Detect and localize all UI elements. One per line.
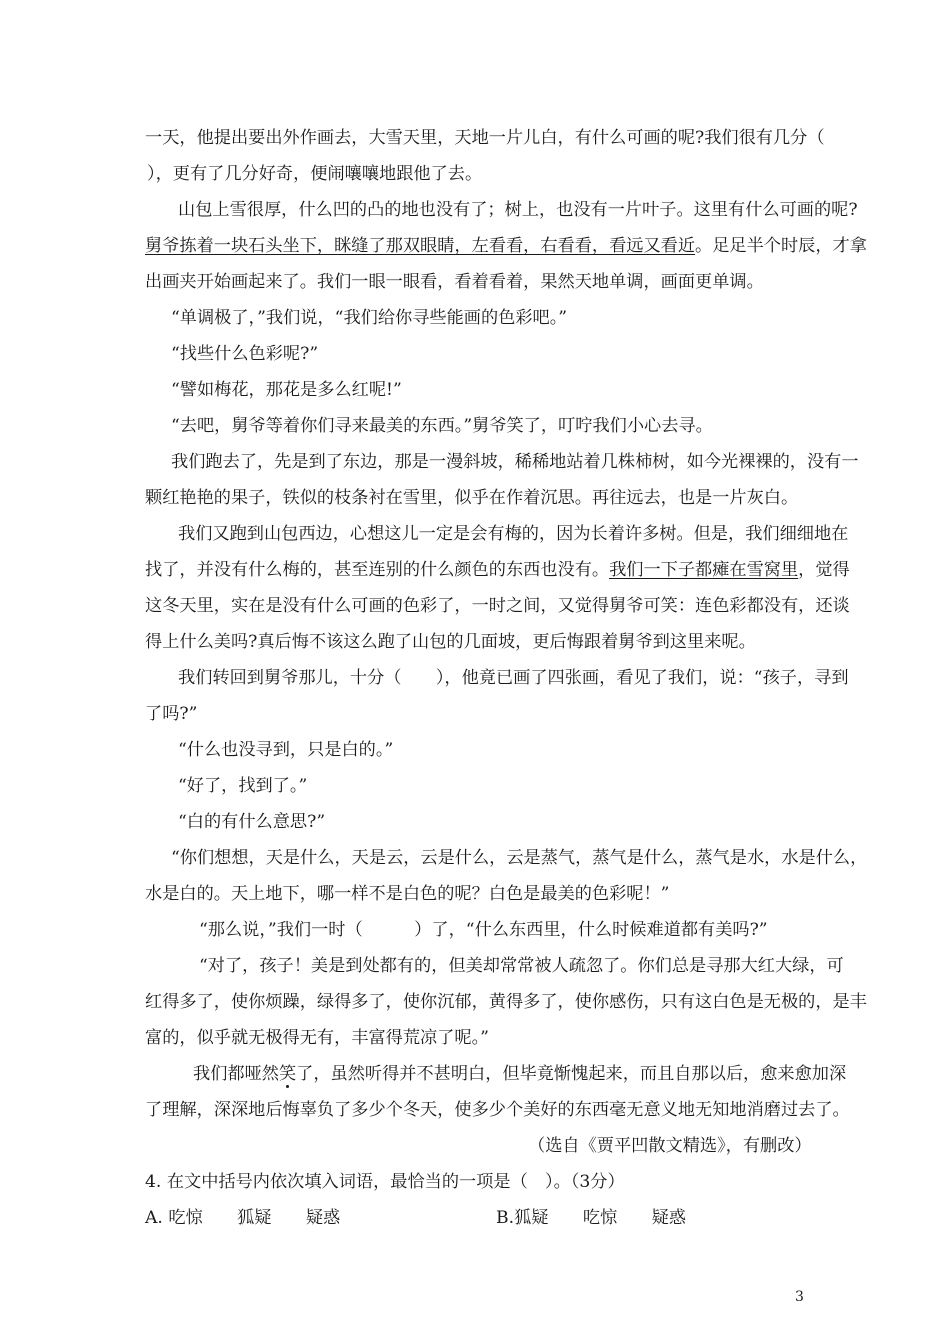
- option-b: B.狐疑 吃惊 疑惑: [496, 1208, 686, 1228]
- dialogue-line: “找些什么色彩呢?”: [171, 344, 319, 364]
- text-line: 出画夹开始画起来了。我们一眼一眼看，看着看着，果然天地单调，画面更单调。: [145, 272, 764, 292]
- text-line: ），更有了几分好奇，便闹嚷嚷地跟他了去。: [147, 164, 483, 184]
- dialogue-line: “什么也没寻到，只是白的。”: [178, 740, 394, 760]
- text-line: 颗红艳艳的果子，铁似的枝条衬在雪里，似乎在作着沉思。再往远去，也是一片灰白。: [145, 488, 799, 508]
- dialogue-line: “白的有什么意思?”: [178, 812, 326, 832]
- underlined-sentence: 舅爷拣着一块石头坐下，眯缝了那双眼睛，左看看，右看看，看远又看近: [145, 236, 696, 256]
- underlined-sentence: 我们一下子都瘫在雪窝里: [609, 560, 799, 580]
- emphasis-dot-char: 笑: [278, 1064, 297, 1084]
- page-number: 3: [795, 1289, 804, 1305]
- option-a: A. 吃惊 狐疑 疑惑: [145, 1208, 341, 1228]
- text-line: 我们转回到舅爷那儿，十分（ ），他竟已画了四张画，看见了我们，说：“孩子，寻到: [178, 668, 849, 688]
- dialogue-line: “好了，找到了。”: [178, 776, 308, 796]
- text-segment: 找了，并没有什么梅的，甚至连别的什么颜色的东西也没有。: [145, 560, 610, 580]
- dialogue-line: “譬如梅花，那花是多么红呢!”: [171, 380, 402, 400]
- text-line: 富的，似乎就无极得无有，丰富得荒凉了呢。”: [145, 1028, 489, 1048]
- dialogue-line: “那么说，”我们一时（ ）了，“什么东西里，什么时候难道都有美吗?”: [199, 920, 768, 940]
- text-line: 得上什么美吗?真后悔不该这么跑了山包的几面坡，更后悔跟着舅爷到这里来呢。: [145, 632, 756, 652]
- text-line: 这冬天里，实在是没有什么可画的色彩了，一时之间，又觉得舅爷可笑：连色彩都没有，还谈: [145, 596, 850, 616]
- text-line: [145, 558, 850, 582]
- text-line: 一天，他提出要出外作画去，大雪天里，天地一片儿白，有什么可画的呢?我们很有几分（: [145, 128, 825, 148]
- text-line: 我们又跑到山包西边，心想这儿一定是会有梅的，因为长着许多树。但是，我们细细地在: [178, 524, 849, 544]
- text-line: [193, 1062, 846, 1086]
- source-citation: （选自《贾平凹散文精选》，有删改）: [528, 1136, 812, 1156]
- dialogue-line: “单调极了，”我们说，“我们给你寻些能画的色彩吧。”: [171, 308, 568, 328]
- dialogue-line: “去吧，舅爷等着你们寻来最美的东西。”舅爷笑了，叮咛我们小心去寻。: [171, 416, 713, 436]
- text-line: [145, 234, 867, 258]
- text-line: “你们想想，天是什么，天是云，云是什么，云是蒸气，蒸气是什么，蒸气是水，水是什么，: [171, 848, 868, 868]
- text-line: 了理解，深深地后悔辜负了多少个冬天，使多少个美好的东西毫无意义地无知地消磨过去了。: [145, 1100, 850, 1120]
- text-line: 红得多了，使你烦躁，绿得多了，使你沉郁，黄得多了，使你感伤，只有这白色是无极的，是丰: [145, 992, 867, 1012]
- text-segment: 。足足半个时辰，才拿: [695, 236, 867, 256]
- text-line: 山包上雪很厚，什么凹的凸的地也没有了；树上，也没有一片叶子。这里有什么可画的呢?: [178, 200, 858, 220]
- text-line: 水是白的。天上地下，哪一样不是白色的呢？白色是最美的色彩呢！”: [145, 884, 670, 904]
- text-segment: ，觉得: [798, 560, 850, 580]
- text-line: “对了，孩子！美是到处都有的，但美却常常被人疏忽了。你们总是寻那大红大绿，可: [199, 956, 844, 976]
- text-segment: 我们都哑然: [193, 1064, 279, 1084]
- text-segment: 了，虽然听得并不甚明白，但毕竟惭愧起来，而且自那以后，愈来愈加深: [296, 1064, 847, 1084]
- question-prompt: 4. 在文中括号内依次填入词语，最恰当的一项是（ ）。（3分）: [145, 1172, 625, 1192]
- text-line: 了吗?”: [145, 704, 198, 724]
- text-line: 我们跑去了，先是到了东边，那是一漫斜坡，稀稀地站着几株柿树，如今光裸裸的，没有一: [171, 452, 859, 472]
